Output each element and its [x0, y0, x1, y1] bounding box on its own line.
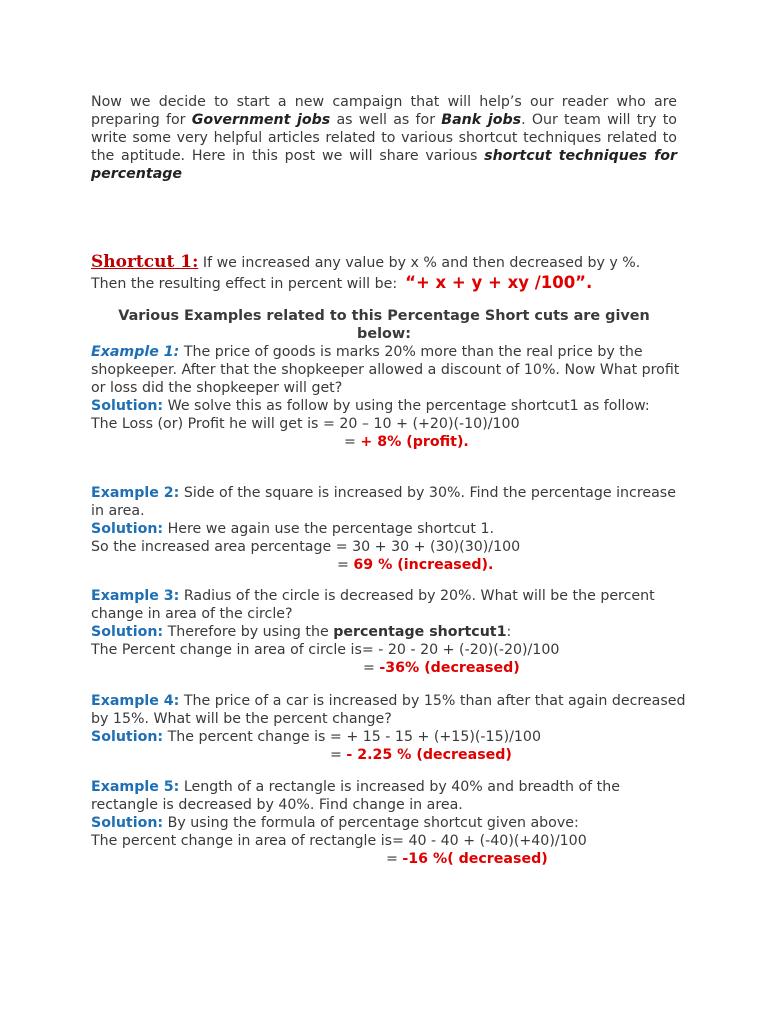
result-value: + 8% (profit). [360, 434, 469, 450]
result-line [91, 659, 691, 677]
example-question: The price of goods is marks 20% more than the real price by the shopkeeper. After that the shopkeeper allowed a discount of 10%. Now What profit or loss did the shopkeeper will get? [91, 344, 680, 396]
equals-sign: = [337, 557, 354, 573]
solution-text: We solve this as follow by using the percentage shortcut1 as follow: [163, 398, 650, 414]
solution-colon: : [506, 624, 512, 640]
solution-label: Solution: [91, 815, 164, 831]
intro-paragraph [91, 93, 677, 183]
result-line [91, 433, 691, 451]
example-label: Example 3: [91, 588, 180, 604]
intro-text-1: Now we decide to start a new campaign that will help’s our reader who are preparing for [91, 94, 677, 128]
example-2 [91, 484, 691, 574]
example-label: Example 5: [91, 779, 180, 795]
examples-heading: Various Examples related to this Percentage Short cuts are given below: [118, 308, 650, 342]
solution-calculation: The Percent change in area of circle is= - 20 - 20 + (-20)(-20)/100 [91, 642, 560, 658]
equals-sign: = [344, 434, 361, 450]
example-label: Example 1: [91, 344, 180, 360]
example-question: Radius of the circle is decreased by 20%. What will be the percent change in area of the circle? [91, 588, 655, 622]
equals-sign: = [386, 851, 403, 867]
shortcut-title: Shortcut 1: [91, 252, 199, 272]
equals-sign: = [330, 747, 347, 763]
solution-label: Solution: [91, 398, 164, 414]
solution-calculation: So the increased area percentage = 30 + 30 + (30)(30)/100 [91, 539, 521, 555]
example-label: Example 4: [91, 693, 180, 709]
equals-sign: = [363, 660, 380, 676]
solution-calculation: The Loss (or) Profit he will get is = 20 – 10 + (+20)(-10)/100 [91, 416, 520, 432]
shortcut-1-section [91, 252, 691, 294]
intro-text-3: . Our team will try to write some very helpful articles related to various shortcut techniques related to the aptitude. Here in this post we will share various [91, 112, 677, 164]
result-line [91, 850, 691, 868]
solution-text: Therefore by using the [163, 624, 334, 640]
example-3 [91, 587, 691, 677]
result-value: -16 %( decreased) [402, 851, 548, 867]
result-value: - 2.25 % (decreased) [346, 747, 512, 763]
solution-text: By using the formula of percentage shortcut given above: [163, 815, 579, 831]
example-question: Side of the square is increased by 30%. Find the percentage increase in area. [91, 485, 676, 519]
solution-text: The percent change is = + 15 - 15 + (+15)(-15)/100 [163, 729, 541, 745]
solution-label: Solution: [91, 521, 164, 537]
government-jobs-emphasis: Government jobs [191, 112, 331, 128]
solution-label: Solution: [91, 624, 164, 640]
shortcut-text-1: If we increased any value by x % and then decreased by y %. [198, 255, 641, 271]
example-5 [91, 778, 691, 868]
shortcut-reference: percentage shortcut1 [333, 624, 507, 640]
result-line [91, 746, 691, 764]
shortcut-text-2: Then the resulting effect in percent will be: [91, 276, 398, 292]
example-1 [91, 343, 691, 451]
example-question: The price of a car is increased by 15% than after that again decreased by 15%. What will be the percent change? [91, 693, 686, 727]
result-line [91, 556, 691, 574]
solution-text: Here we again use the percentage shortcut 1. [163, 521, 495, 537]
bank-jobs-emphasis: Bank jobs [441, 112, 522, 128]
solution-calculation: The percent change in area of rectangle is= 40 - 40 + (-40)(+40)/100 [91, 833, 587, 849]
shortcut-techniques-emphasis: shortcut techniques for percentage [91, 148, 678, 182]
intro-text-2: as well as for [330, 112, 442, 128]
solution-label: Solution: [91, 729, 164, 745]
shortcut-formula: “+ x + y + xy /100”. [405, 273, 593, 292]
example-label: Example 2: [91, 485, 180, 501]
example-question: Length of a rectangle is increased by 40% and breadth of the rectangle is decreased by 40%. Find change in area. [91, 779, 620, 813]
example-4 [91, 692, 691, 764]
result-value: 69 % (increased). [353, 557, 494, 573]
result-value: -36% (decreased) [379, 660, 520, 676]
